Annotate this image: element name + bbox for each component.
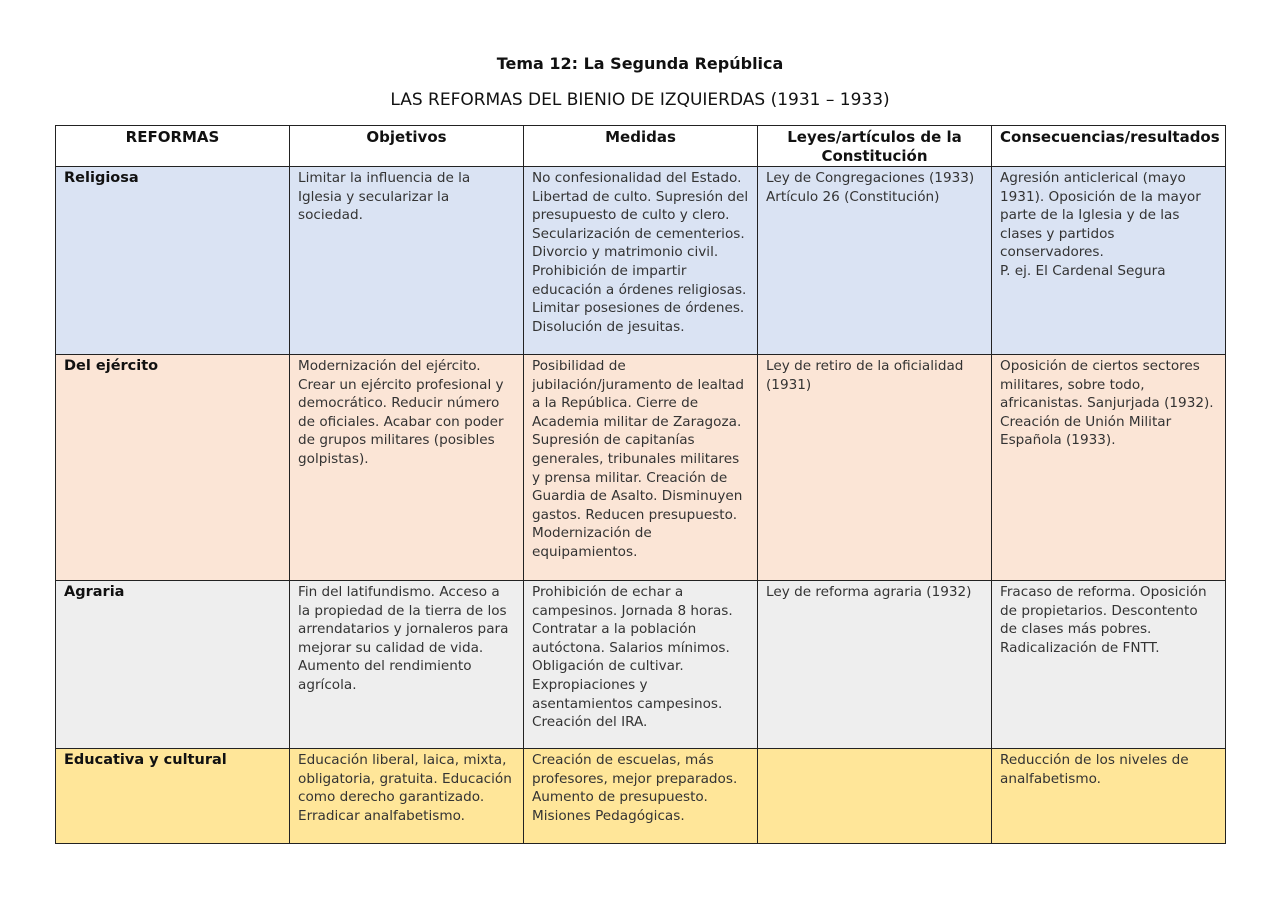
header-reformas: REFORMAS <box>56 126 290 167</box>
reforma-name: Educativa y cultural <box>56 749 290 844</box>
medidas-cell: No confesionalidad del Estado. Libertad de culto. Supresión del presupuesto de culto y clero. Secularización de cementerios. Divorcio y matrimonio civil. Prohibición de impartir educación a órdenes religiosas. Limitar posesiones de órdenes. Disolución de jesuitas. <box>524 167 758 355</box>
medidas-cell: Posibilidad de jubilación/juramento de lealtad a la República. Cierre de Academia militar de Zaragoza. Supresión de capitanías generales, tribunales militares y prensa militar. Creación de Guardia de Asalto. Disminuyen gastos. Reducen presupuesto. Modernización de equipamientos. <box>524 355 758 581</box>
medidas-cell: Prohibición de echar a campesinos. Jornada 8 horas. Contratar a la población autóctona. Salarios mínimos. Obligación de cultivar. Expropiaciones y asentamientos campesinos. Creación del IRA. <box>524 581 758 749</box>
leyes-cell <box>758 749 992 844</box>
table-header-row <box>56 126 1226 167</box>
objetivos-cell: Modernización del ejército. Crear un ejército profesional y democrático. Reducir número de oficiales. Acabar con poder de grupos militares (posibles golpistas). <box>290 355 524 581</box>
header-leyes: Leyes/artículos de la Constitución <box>758 126 992 167</box>
header-medidas: Medidas <box>524 126 758 167</box>
objetivos-cell: Educación liberal, laica, mixta, obligatoria, gratuita. Educación como derecho garantizado. Erradicar analfabetismo. <box>290 749 524 844</box>
objetivos-cell: Fin del latifundismo. Acceso a la propiedad de la tierra de los arrendatarios y jornaleros para mejorar su calidad de vida. Aumento del rendimiento agrícola. <box>290 581 524 749</box>
consecuencias-cell: Fracaso de reforma. Oposición de propietarios. Descontento de clases más pobres. Radicalización de FNTT. <box>992 581 1226 749</box>
reforma-name: Agraria <box>56 581 290 749</box>
reforms-table <box>55 125 1226 844</box>
consecuencias-cell: Agresión anticlerical (mayo 1931). Oposición de la mayor parte de la Iglesia y de las clases y partidos conservadores. P. ej. El Cardenal Segura <box>992 167 1226 355</box>
table-row-ejercito <box>56 355 1226 581</box>
objetivos-cell: Limitar la influencia de la Iglesia y secularizar la sociedad. <box>290 167 524 355</box>
leyes-cell: Ley de reforma agraria (1932) <box>758 581 992 749</box>
leyes-cell: Ley de Congregaciones (1933) Artículo 26 (Constitución) <box>758 167 992 355</box>
consecuencias-cell: Oposición de ciertos sectores militares, sobre todo, africanistas. Sanjurjada (1932). Creación de Unión Militar Española (1933). <box>992 355 1226 581</box>
medidas-cell: Creación de escuelas, más profesores, mejor preparados. Aumento de presupuesto. Misiones Pedagógicas. <box>524 749 758 844</box>
header-consecuencias: Consecuencias/resultados <box>992 126 1226 167</box>
table-row-religiosa <box>56 167 1226 355</box>
reforma-name: Del ejército <box>56 355 290 581</box>
reforma-name: Religiosa <box>56 167 290 355</box>
header-objetivos: Objetivos <box>290 126 524 167</box>
leyes-cell: Ley de retiro de la oficialidad (1931) <box>758 355 992 581</box>
document-title: Tema 12: La Segunda República <box>496 54 784 73</box>
document-subtitle: LAS REFORMAS DEL BIENIO DE IZQUIERDAS (1931 – 1933) <box>390 90 890 110</box>
table-row-agraria <box>56 581 1226 749</box>
consecuencias-cell: Reducción de los niveles de analfabetismo. <box>992 749 1226 844</box>
table-row-educativa <box>56 749 1226 844</box>
